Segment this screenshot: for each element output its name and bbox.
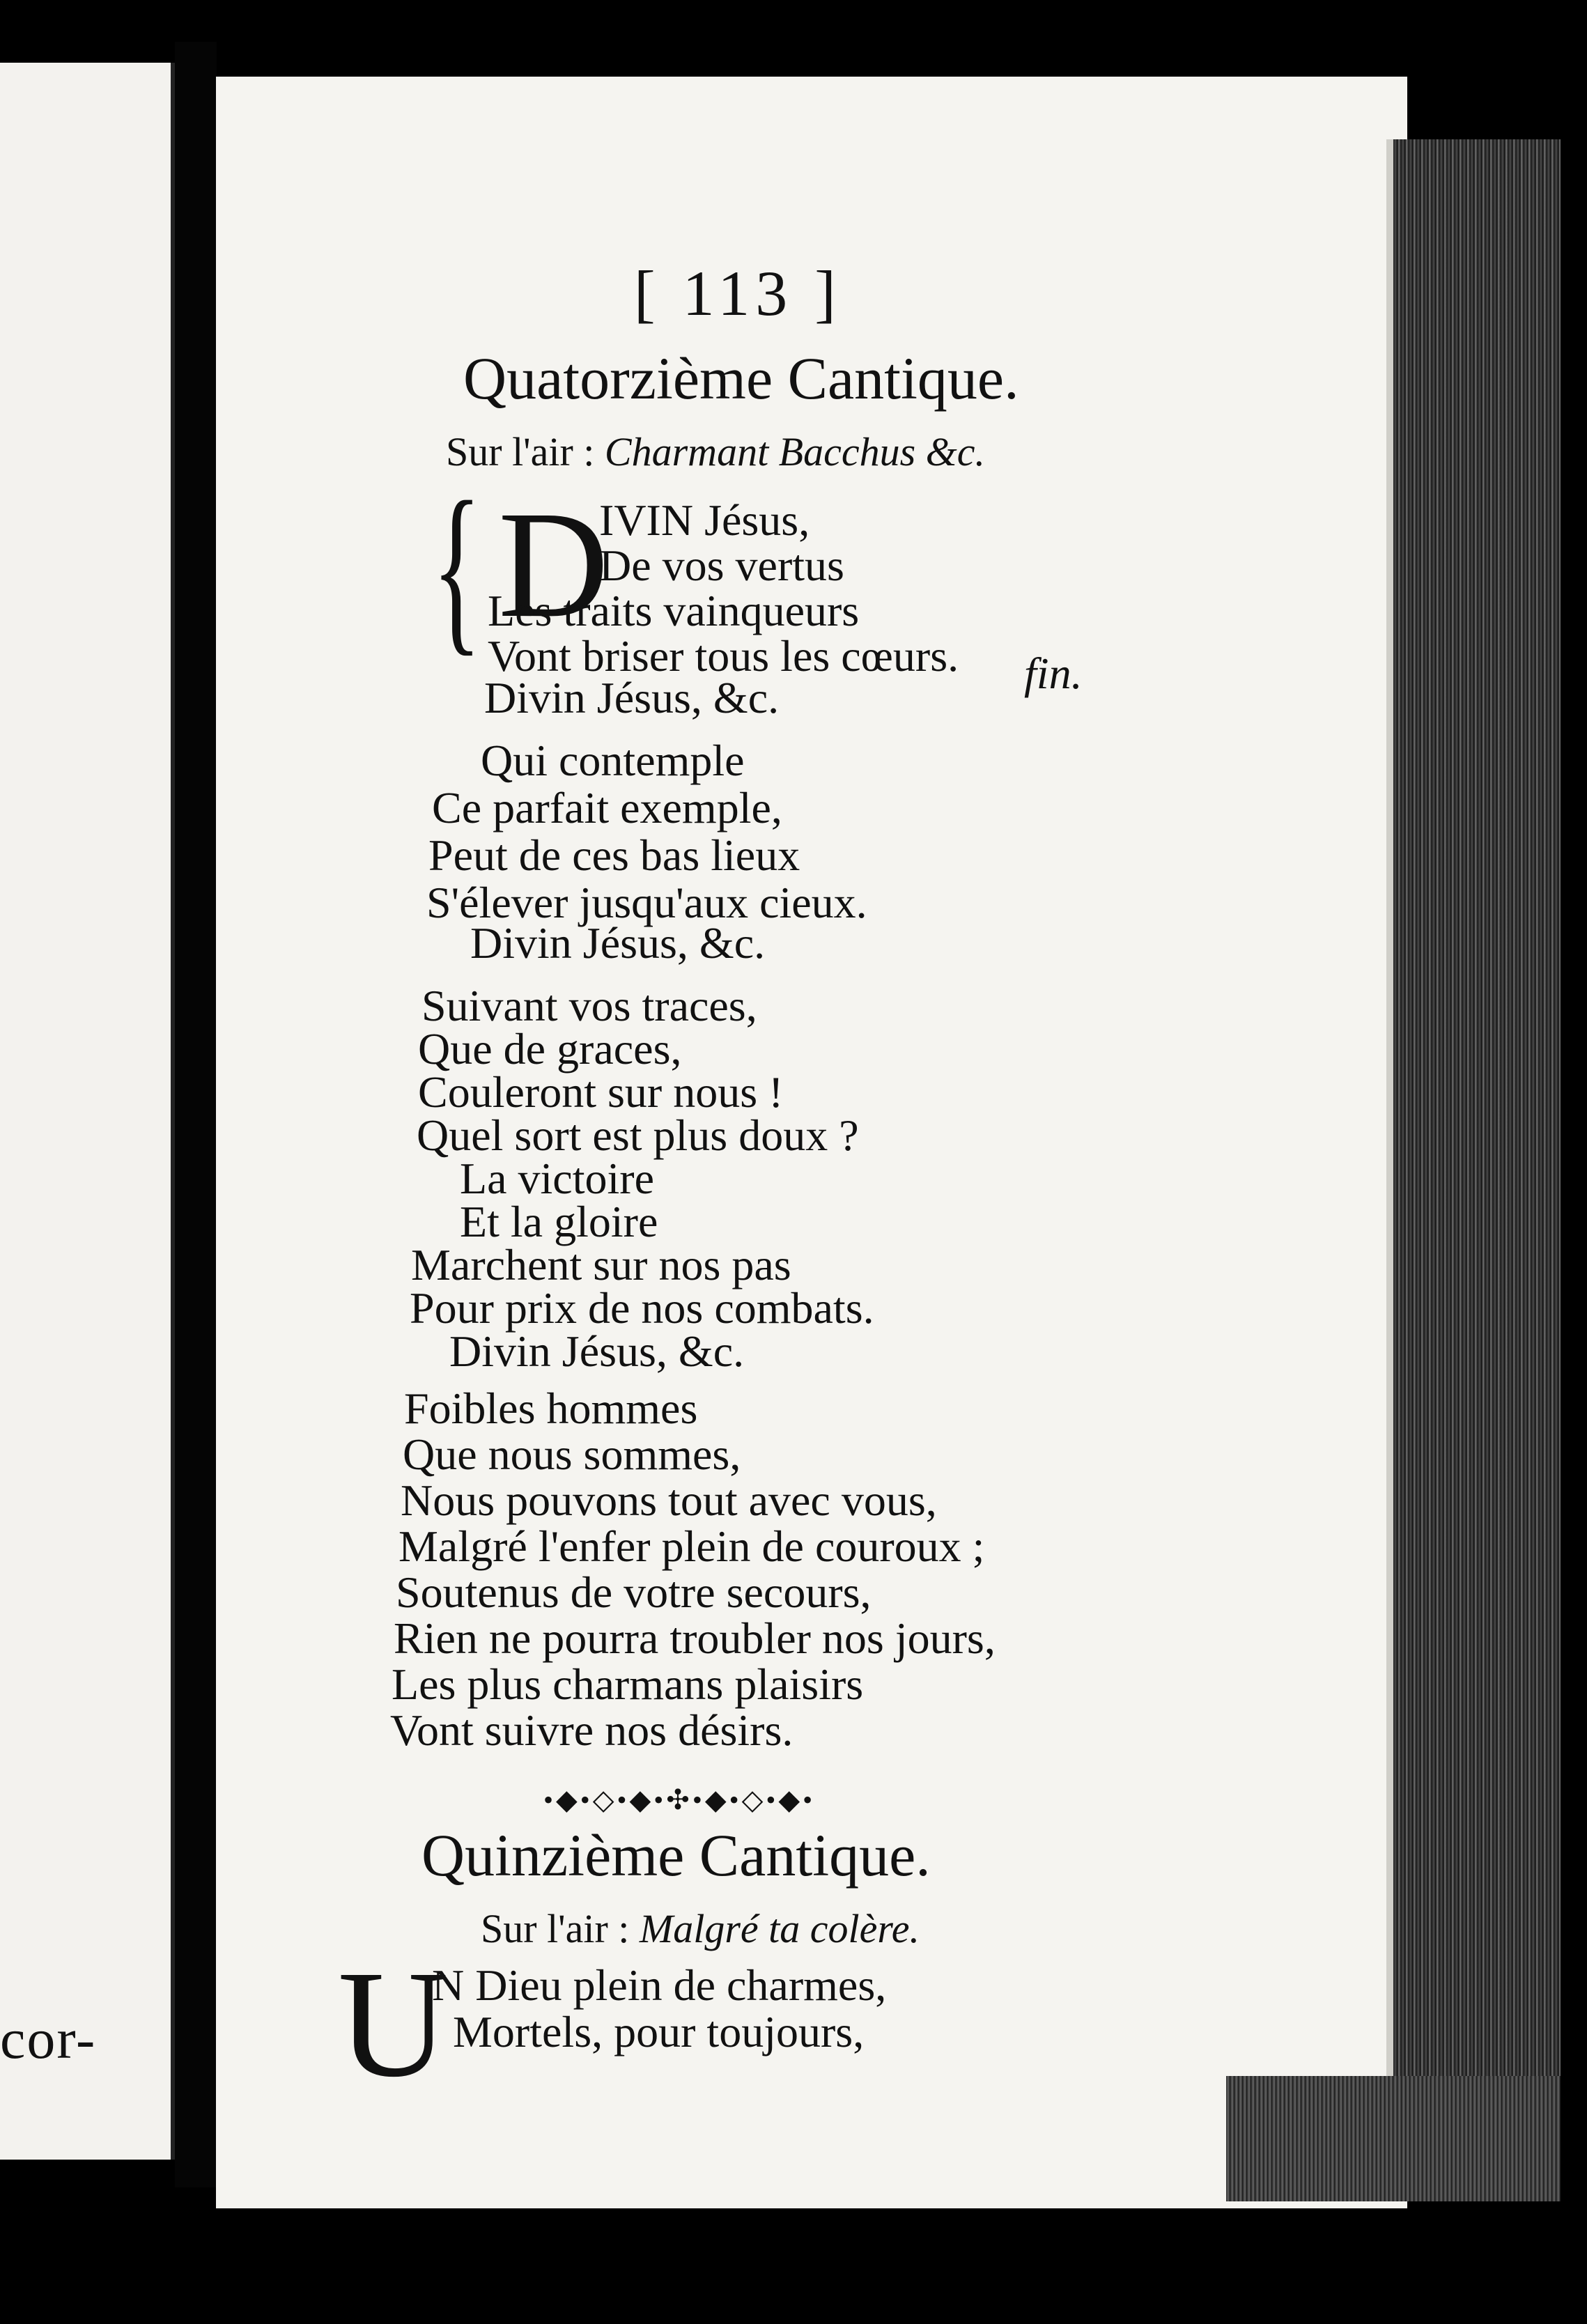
stanza2-line-3: Peut de ces bas lieux (428, 830, 800, 880)
stanza4-line-6: Rien ne pourra troubler nos jours, (394, 1613, 996, 1663)
stanza3-line-5: La victoire (460, 1154, 654, 1203)
stanza4-line-2: Que nous sommes, (403, 1430, 741, 1479)
stanza3-line-2: Que de graces, (418, 1024, 682, 1074)
refrain-2: Divin Jésus, &c. (470, 918, 766, 968)
air-prefix: Sur l'air : (446, 429, 595, 474)
verse1-line-3: Vont briser tous les cœurs. (488, 631, 959, 681)
air-name: Charmant Bacchus &c. (604, 429, 986, 474)
section-ornament: •◆•◇•◆•✣•◆•◇•◆• (543, 1784, 816, 1815)
fin-marker: fin. (1024, 649, 1083, 698)
canticle-14-title: Quatorzième Cantique. (463, 345, 1019, 412)
page-number: [ 113 ] (634, 258, 842, 329)
stanza3-line-3: Couleront sur nous ! (418, 1067, 784, 1117)
stanza4-line-8: Vont suivre nos désirs. (390, 1705, 794, 1755)
stanza4-line-5: Soutenus de votre secours, (396, 1567, 872, 1617)
stanza3-line-8: Pour prix de nos combats. (410, 1283, 874, 1333)
refrain-1: Divin Jésus, &c. (484, 673, 780, 722)
air-prefix-15: Sur l'air : (481, 1906, 630, 1951)
dropcap-u: U (338, 1939, 449, 2109)
stanza2-line-2: Ce parfait exemple, (432, 783, 782, 832)
first-line: IVIN Jésus, (599, 495, 810, 545)
canticle-15-title: Quinzième Cantique. (421, 1822, 931, 1889)
stanza2-line-1: Qui contemple (481, 736, 745, 785)
canticle-15-air (481, 1906, 920, 1951)
stanza4-line-4: Malgré l'enfer plein de couroux ; (398, 1521, 985, 1571)
verse-brace: { (432, 463, 482, 672)
book-gutter (175, 42, 217, 2187)
refrain-3: Divin Jésus, &c. (449, 1326, 745, 1376)
page-edges-stack (1393, 139, 1561, 2201)
stanza3-line-6: Et la gloire (460, 1197, 658, 1246)
stanza3-line-7: Marchent sur nos pas (411, 1240, 791, 1289)
stanza4-line-7: Les plus charmans plaisirs (392, 1659, 864, 1709)
stanza3-line-4: Quel sort est plus doux ? (417, 1110, 859, 1160)
verse1-line-1: De vos vertus (599, 541, 844, 590)
left-facing-page (0, 63, 175, 2160)
stanza4-line-3: Nous pouvons tout avec vous, (401, 1475, 937, 1525)
page-edges-lower (1226, 2076, 1561, 2201)
dropcap-d: D (498, 479, 609, 649)
canticle-15-line-2: Mortels, pour toujours, (453, 2007, 865, 2056)
left-page-fragment: cor- (0, 2007, 97, 2070)
stanza3-line-1: Suivant vos traces, (421, 981, 757, 1030)
verse1-line-2: Les traits vainqueurs (488, 586, 860, 635)
stanza2-line-4: S'élever jusqu'aux cieux. (426, 878, 867, 927)
canticle-15-first-line: N Dieu plein de charmes, (432, 1960, 887, 2010)
canticle-14-air (446, 429, 986, 474)
air-name-15: Malgré ta colère. (639, 1906, 920, 1951)
stanza4-line-1: Foibles hommes (404, 1384, 698, 1433)
